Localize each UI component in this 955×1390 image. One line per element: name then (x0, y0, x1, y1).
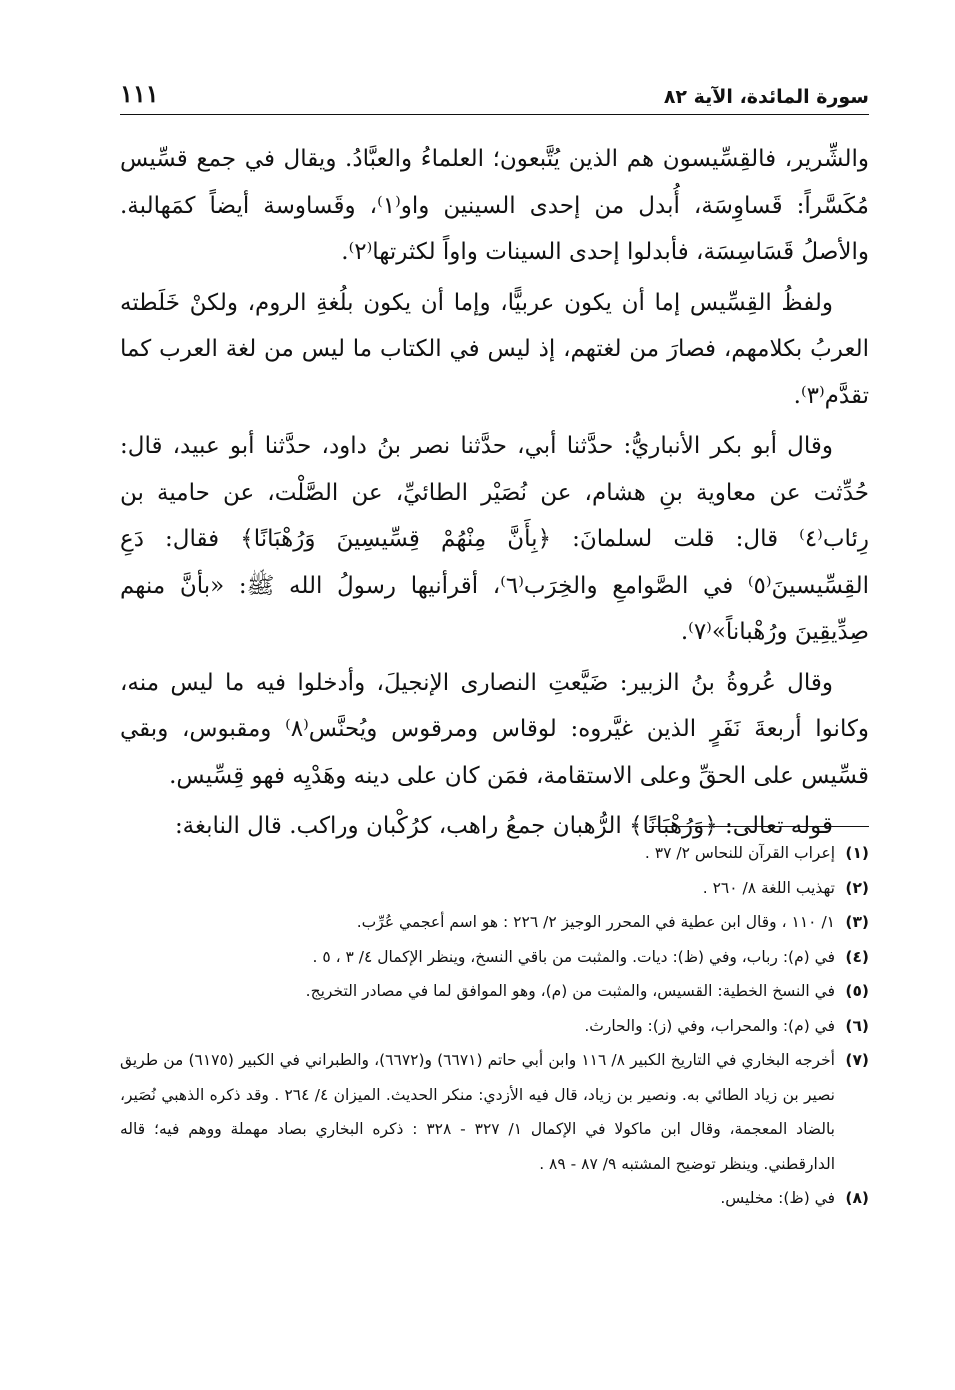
footnote-8 (120, 1181, 869, 1216)
footnote-3 (120, 905, 869, 940)
footnote-text: في النسخ الخطية: القسيس، والمثبت من (م)، وهو الموافق لما في مصادر التخريج. (305, 982, 835, 1000)
footnote-7 (120, 1043, 869, 1181)
footnote-text: أخرجه البخاري في التاريخ الكبير ٨/ ١١٦ وابن أبي حاتم (٦٦٧١) و(٦٦٧٢)، والطبراني في الكبير (٦١٧٥) من طريق نصير بن زياد الطائي به. ونصير بن زياد، قال فيه الأزدي: منكر الحديث. الميزان ٤/ ٢٦٤ . وقد ذكره الذهبي نُصَير، بالضاد المعجمة، وقال ابن ماكولا في الإكمال ١/ ٣٢٧ - ٣٢٨ : ذكره البخاري بصاد مهملة ووهم فيه؛ قاله الدارقطني. وينظر توضيح المشتبه ٩/ ٨٧ - ٨٩ . (120, 1051, 835, 1173)
footnote-number: (٧) (845, 1051, 869, 1069)
footnote-text: في (م): والمحراب، وفي (ز): والحارث. (584, 1016, 835, 1035)
footnote-number: (١) (845, 844, 869, 862)
footnote-text: في (م): رباب، وفي (ظ): ديات. والمثبت من باقي النسخ، وينظر الإكمال ٤/ ٣ ، ٥ . (312, 947, 835, 966)
footnote-4 (120, 940, 869, 975)
paragraph-4: وقال عُروةُ بنُ الزبير: ضَيَّعتِ النصارى الإنجيلَ، وأدخلوا فيه ما ليس منه، وكانوا أربعةَ نَفَرٍ الذين غيَّروه: لوقاس ومرقوس ويُحنَّس⁽٨⁾ ومقبوس، وبقي قسِّيس على الحقِّ وعلى الاستقامة، فمَن كان على دينه وهَدْيِه فهو قِسِّيس. (120, 669, 870, 789)
paragraph-3: وقال أبو بكر الأنباريُّ: حدَّثنا أبي، حدَّثنا نصر بنُ داود، حدَّثنا أبو عبيد، قال: حُدِّثت عن معاوية بنِ هشام، عن نُصَيْر الطائيِّ، عن الصَّلْت، عن حامية بن رِئاب⁽٤⁾ قال: قلت لسلمانَ: ﴿بِأَنَّ مِنْهُمْ قِسِّيسِينَ وَرُهْبَانًا﴾ فقال: دَعِ القِسِّيسينَ⁽٥⁾ في الصَّوامعِ والخِرَب⁽٦⁾، أقرأنيها رسولُ الله ﷺ: «بأنَّ منهم صِدِّيقِينَ ورُهْباناً»⁽٧⁾. (120, 433, 869, 645)
footnote-text: ١/ ١١٠ ، وقال ابن عطية في المحرر الوجيز ٢/ ٢٢٦ : هو اسم أعجمي عُرِّب. (356, 913, 835, 931)
footnote-divider (649, 826, 869, 827)
footnote-number: (٨) (845, 1189, 869, 1207)
footnote-number: (٥) (845, 982, 869, 1000)
footnote-text: إعراب القرآن للنحاس ٢/ ٣٧ . (644, 844, 835, 862)
footnote-2 (120, 871, 869, 906)
footnote-text: في (ظ): مخليس. (720, 1189, 835, 1207)
paragraph-1: والشِّرير، فالقِسِّيسون هم الذين يُتَّبعون؛ العلماءُ والعبَّادُ. ويقال في جمع قسِّيس مُكَسَّراً: قَساوِسَة، أُبدل من إحدى السينين واو⁽١⁾، وقَساوسة أيضاً كمَهالبة. والأصلُ قَسَاسِسَة، فأبدلوا إحدى السينات واواً لكثرتها⁽٢⁾. (120, 146, 869, 265)
footnote-5 (120, 974, 869, 1009)
footnote-text: تهذيب اللغة ٨/ ٢٦٠ . (702, 878, 835, 897)
page-number: ١١١ (120, 79, 159, 108)
footnote-number: (٢) (845, 878, 869, 897)
page-header (120, 72, 869, 108)
footnotes (120, 836, 869, 1216)
footnote-6 (120, 1009, 869, 1044)
footnote-number: (٤) (845, 947, 869, 966)
main-text (120, 136, 869, 854)
footnote-1 (120, 836, 869, 871)
footnote-number: (٦) (845, 1016, 869, 1035)
footnote-number: (٣) (845, 913, 869, 931)
header-divider (120, 114, 869, 115)
paragraph-5: قوله تعالى: ﴿وَرُهْبَانًا﴾ الرُّهبان جمعُ راهب، كرُكْبان وراكب. قال النابغة: (174, 813, 833, 839)
running-title: سورة المائدة، الآية ٨٢ (663, 86, 869, 108)
paragraph-2: ولفظُ القِسِّيس إما أن يكون عربيًّا، وإما أن يكون بلُغةِ الروم، ولكنْ خَلَطته العربُ بكلامهم، فصارَ من لغتهم، إذ ليس في الكتاب ما ليس من لغة العرب كما تقدَّم⁽٣⁾. (120, 289, 869, 409)
